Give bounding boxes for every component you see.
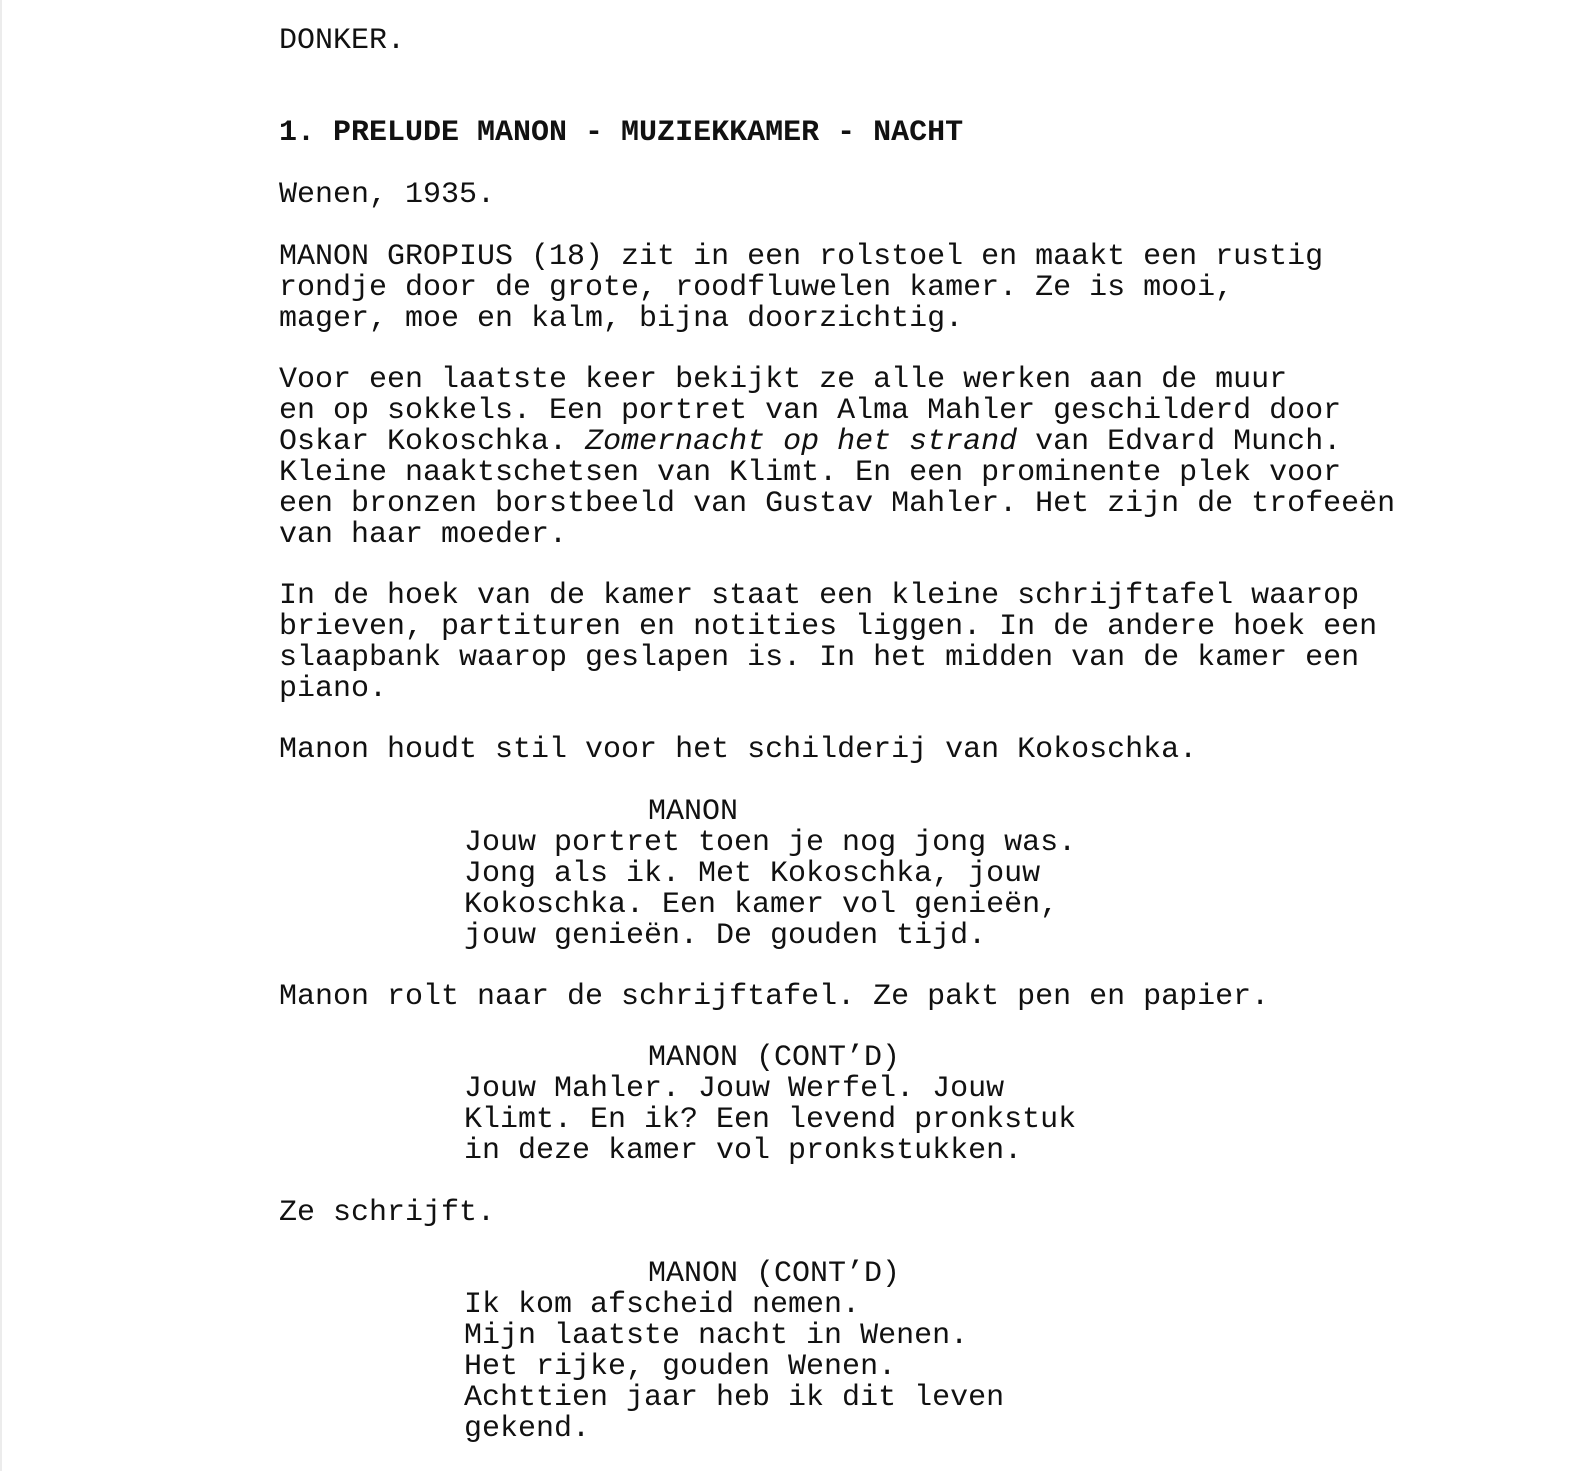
action-line: mager, moe en kalm, bijna doorzichtig.: [279, 302, 964, 336]
action-line: Manon houdt stil voor het schilderij van Kokoschka.: [279, 733, 1198, 767]
dialogue-line: Jouw portret toen je nog jong was.: [464, 826, 1077, 860]
artwork-title: Zomernacht op het strand: [585, 425, 1018, 459]
action-line: MANON GROPIUS (18) zit in een rolstoel en maakt een rustig: [279, 240, 1324, 274]
scene-heading: 1. PRELUDE MANON - MUZIEKKAMER - NACHT: [279, 116, 964, 150]
dialogue-line: gekend.: [464, 1412, 591, 1446]
action-line: een bronzen borstbeeld van Gustav Mahler. Het zijn de trofeeën: [279, 487, 1396, 521]
transition: DONKER.: [279, 24, 406, 58]
dialogue-line: Het rijke, gouden Wenen.: [464, 1350, 897, 1384]
action-location: Wenen, 1935.: [279, 178, 496, 212]
action-line: van haar moeder.: [279, 518, 568, 552]
action-text: van Edvard Munch.: [1017, 425, 1342, 459]
action-line: piano.: [279, 672, 388, 706]
character-name: MANON: [648, 795, 739, 829]
action-line: [279, 427, 1341, 458]
dialogue-line: Kokoschka. Een kamer vol genieën,: [464, 888, 1059, 922]
dialogue-line: Jouw Mahler. Jouw Werfel. Jouw: [464, 1072, 1005, 1106]
dialogue-line: Jong als ik. Met Kokoschka, jouw: [464, 857, 1041, 891]
dialogue-line: Ik kom afscheid nemen.: [464, 1288, 861, 1322]
screenplay-page: [2, 0, 1575, 1471]
dialogue-line: jouw genieën. De gouden tijd.: [464, 919, 987, 953]
dialogue-line: in deze kamer vol pronkstukken.: [464, 1134, 1023, 1168]
dialogue-line: Mijn laatste nacht in Wenen.: [464, 1319, 969, 1353]
action-line: Kleine naaktschetsen van Klimt. En een prominente plek voor: [279, 456, 1342, 490]
action-line: rondje door de grote, roodfluwelen kamer. Ze is mooi,: [279, 271, 1234, 305]
dialogue-line: Klimt. En ik? Een levend pronkstuk: [464, 1103, 1077, 1137]
action-line: Manon rolt naar de schrijftafel. Ze pakt pen en papier.: [279, 980, 1270, 1014]
action-line: slaapbank waarop geslapen is. In het midden van de kamer een: [279, 641, 1360, 675]
character-name: MANON (CONT’D): [648, 1041, 901, 1075]
action-line: Voor een laatste keer bekijkt ze alle werken aan de muur: [279, 363, 1288, 397]
action-text: Oskar Kokoschka.: [279, 425, 586, 459]
action-line: Ze schrijft.: [279, 1196, 496, 1230]
dialogue-line: Achttien jaar heb ik dit leven: [464, 1381, 1005, 1415]
action-line: brieven, partituren en notities liggen. In de andere hoek een: [279, 610, 1378, 644]
action-line: en op sokkels. Een portret van Alma Mahler geschilderd door: [279, 394, 1342, 428]
character-name: MANON (CONT’D): [648, 1257, 901, 1291]
action-line: In de hoek van de kamer staat een kleine schrijftafel waarop: [279, 579, 1360, 613]
